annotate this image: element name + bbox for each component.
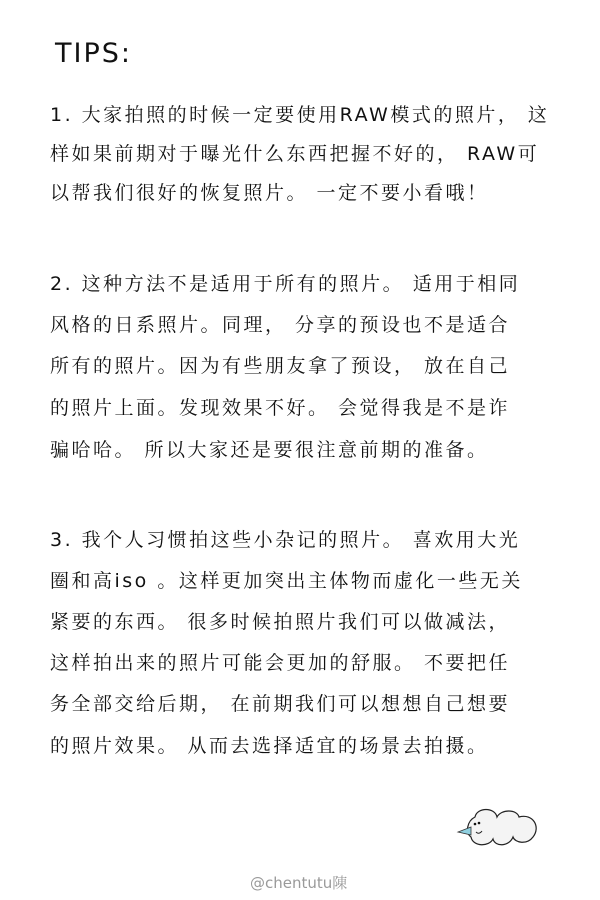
tip-line: 风格的日系照片。同理， 分享的预设也不是适合 xyxy=(50,314,511,336)
tip-line: 的照片上面。发现效果不好。 会觉得我是不是诈 xyxy=(50,397,511,419)
cloud-bird-doodle-icon xyxy=(455,805,545,850)
tip-line: 务全部交给后期， 在前期我们可以想想自己想要 xyxy=(50,693,511,715)
tip-line: 以帮我们很好的恢复照片。 一定不要小看哦！ xyxy=(50,182,489,204)
tip-line: 这样拍出来的照片可能会更加的舒服。 不要把任 xyxy=(50,652,511,674)
tip-line: 样如果前期对于曝光什么东西把握不好的， RAW可 xyxy=(50,143,540,165)
page-title: TIPS: xyxy=(55,38,132,69)
watermark: @chentutu陳 xyxy=(250,874,348,892)
tip-line: 1. 大家拍照的时候一定要使用RAW模式的照片， 这 xyxy=(50,104,550,126)
tip-line: 所有的照片。因为有些朋友拿了预设， 放在自己 xyxy=(50,355,511,377)
tip-line: 3. 我个人习惯拍这些小杂记的照片。 喜欢用大光 xyxy=(50,529,521,551)
tip-line: 的照片效果。 从而去选择适宜的场景去拍摄。 xyxy=(50,735,489,757)
tip-line: 2. 这种方法不是适用于所有的照片。 适用于相同 xyxy=(50,273,521,295)
tip-line: 骗哈哈。 所以大家还是要很注意前期的准备。 xyxy=(50,439,489,461)
tip-line: 紧要的东西。 很多时候拍照片我们可以做减法， xyxy=(50,611,511,633)
tip-line: 圈和高iso 。这样更加突出主体物而虚化一些无关 xyxy=(50,570,523,592)
